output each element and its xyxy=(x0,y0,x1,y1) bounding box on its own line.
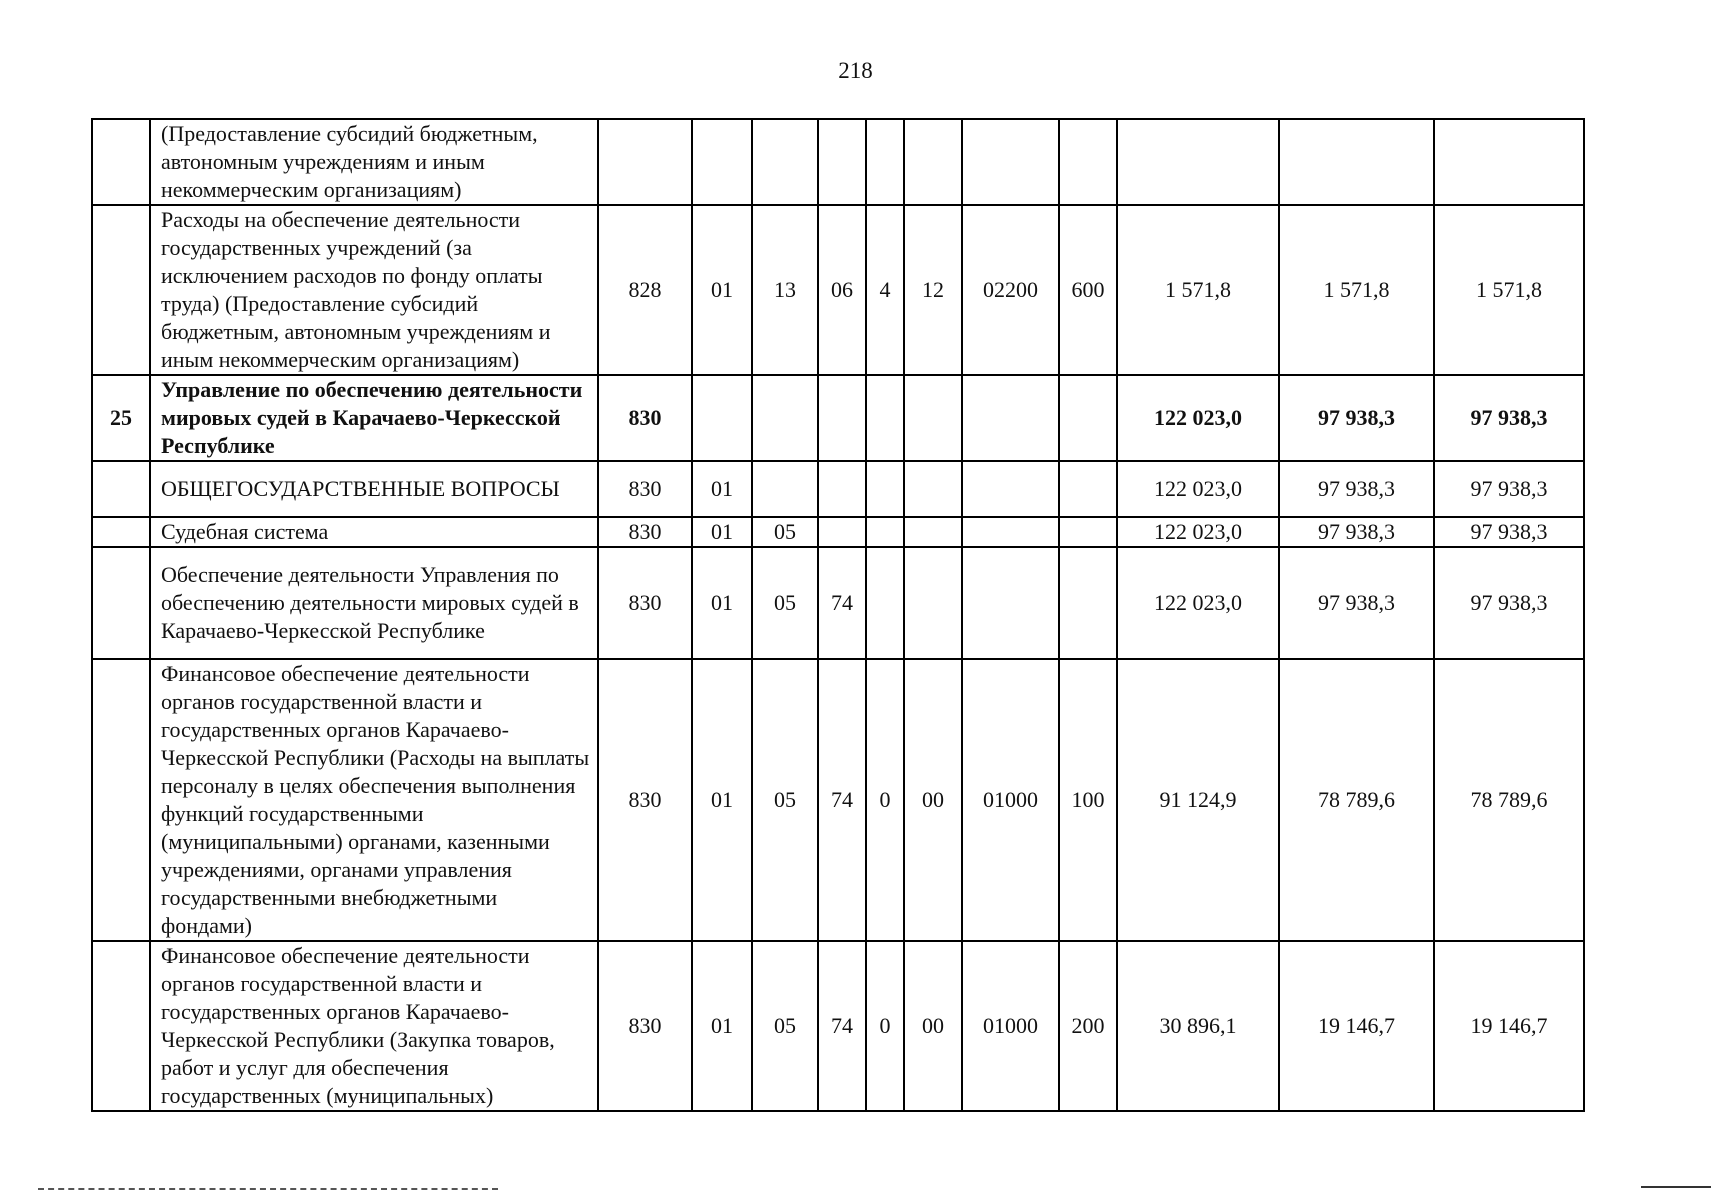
activity-code-cell xyxy=(904,119,962,205)
description-cell: Управление по обеспечению деятельности мировых судей в Карачаево-Черкесской Республике xyxy=(150,375,598,461)
amount-year1-cell: 91 124,9 xyxy=(1117,659,1279,941)
ministry-code-cell: 830 xyxy=(598,659,692,941)
subprogram-code-cell xyxy=(866,119,904,205)
program-code-cell xyxy=(818,517,866,547)
amount-year2-cell: 97 938,3 xyxy=(1279,375,1434,461)
amount-year3-cell xyxy=(1434,119,1584,205)
program-code-cell: 74 xyxy=(818,941,866,1111)
amount-year1-cell xyxy=(1117,119,1279,205)
subsection-code-cell: 13 xyxy=(752,205,818,375)
expense-type-cell: 100 xyxy=(1059,659,1117,941)
amount-year3-cell: 78 789,6 xyxy=(1434,659,1584,941)
table-row xyxy=(92,119,1584,205)
direction-code-cell: 02200 xyxy=(962,205,1059,375)
ministry-code-cell: 830 xyxy=(598,517,692,547)
amount-year2-cell: 19 146,7 xyxy=(1279,941,1434,1111)
amount-year3-cell: 97 938,3 xyxy=(1434,517,1584,547)
activity-code-cell: 00 xyxy=(904,941,962,1111)
subprogram-code-cell: 0 xyxy=(866,941,904,1111)
row-number-cell xyxy=(92,547,150,659)
expense-type-cell: 600 xyxy=(1059,205,1117,375)
program-code-cell xyxy=(818,461,866,517)
table-body xyxy=(92,119,1584,1111)
table-row xyxy=(92,375,1584,461)
direction-code-cell xyxy=(962,461,1059,517)
row-number-cell xyxy=(92,659,150,941)
subsection-code-cell: 05 xyxy=(752,517,818,547)
activity-code-cell xyxy=(904,375,962,461)
expense-type-cell xyxy=(1059,461,1117,517)
section-code-cell: 01 xyxy=(692,205,752,375)
description-cell: (Предоставление субсидий бюджетным, автономным учреждениям и иным некоммерческим организациям) xyxy=(150,119,598,205)
amount-year1-cell: 122 023,0 xyxy=(1117,375,1279,461)
subprogram-code-cell: 0 xyxy=(866,659,904,941)
subprogram-code-cell xyxy=(866,517,904,547)
expense-type-cell: 200 xyxy=(1059,941,1117,1111)
ministry-code-cell: 828 xyxy=(598,205,692,375)
description-cell: Расходы на обеспечение деятельности государственных учреждений (за исключением расходов по фонду оплаты труда) (Предоставление субсидий бюджетным, автономным учреждениям и иным некоммерческим организациям) xyxy=(150,205,598,375)
direction-code-cell: 01000 xyxy=(962,941,1059,1111)
subsection-code-cell xyxy=(752,461,818,517)
section-code-cell: 01 xyxy=(692,659,752,941)
section-code-cell xyxy=(692,375,752,461)
direction-code-cell xyxy=(962,517,1059,547)
expense-type-cell xyxy=(1059,375,1117,461)
program-code-cell: 06 xyxy=(818,205,866,375)
direction-code-cell xyxy=(962,375,1059,461)
direction-code-cell xyxy=(962,547,1059,659)
table-row xyxy=(92,517,1584,547)
subsection-code-cell: 05 xyxy=(752,941,818,1111)
ministry-code-cell: 830 xyxy=(598,547,692,659)
program-code-cell xyxy=(818,375,866,461)
activity-code-cell: 12 xyxy=(904,205,962,375)
budget-table xyxy=(91,118,1585,1112)
activity-code-cell xyxy=(904,547,962,659)
ministry-code-cell: 830 xyxy=(598,375,692,461)
amount-year1-cell: 122 023,0 xyxy=(1117,547,1279,659)
program-code-cell xyxy=(818,119,866,205)
row-number-cell xyxy=(92,517,150,547)
subsection-code-cell: 05 xyxy=(752,659,818,941)
amount-year3-cell: 19 146,7 xyxy=(1434,941,1584,1111)
subprogram-code-cell xyxy=(866,461,904,517)
ministry-code-cell: 830 xyxy=(598,941,692,1111)
section-code-cell: 01 xyxy=(692,547,752,659)
amount-year2-cell: 97 938,3 xyxy=(1279,547,1434,659)
amount-year1-cell: 30 896,1 xyxy=(1117,941,1279,1111)
table-row xyxy=(92,547,1584,659)
amount-year3-cell: 97 938,3 xyxy=(1434,547,1584,659)
ministry-code-cell xyxy=(598,119,692,205)
amount-year1-cell: 1 571,8 xyxy=(1117,205,1279,375)
direction-code-cell: 01000 xyxy=(962,659,1059,941)
direction-code-cell xyxy=(962,119,1059,205)
bottom-rule-right xyxy=(1641,1186,1711,1188)
amount-year1-cell: 122 023,0 xyxy=(1117,517,1279,547)
description-cell: Финансовое обеспечение деятельности органов государственной власти и государственных органов Карачаево-Черкесской Республики (Закупка товаров, работ и услуг для обеспечения государственных (муниципальных) xyxy=(150,941,598,1111)
program-code-cell: 74 xyxy=(818,659,866,941)
activity-code-cell xyxy=(904,517,962,547)
amount-year2-cell: 78 789,6 xyxy=(1279,659,1434,941)
amount-year2-cell xyxy=(1279,119,1434,205)
subprogram-code-cell xyxy=(866,547,904,659)
bottom-dashed-rule xyxy=(38,1188,498,1190)
description-cell: Финансовое обеспечение деятельности органов государственной власти и государственных органов Карачаево-Черкесской Республики (Расходы на выплаты персоналу в целях обеспечения выполнения функций государственными (муниципальными) органами, казенными учреждениями, органами управления государственными внебюджетными фондами) xyxy=(150,659,598,941)
section-code-cell xyxy=(692,119,752,205)
section-code-cell: 01 xyxy=(692,517,752,547)
section-code-cell: 01 xyxy=(692,941,752,1111)
subsection-code-cell: 05 xyxy=(752,547,818,659)
expense-type-cell xyxy=(1059,547,1117,659)
table-row xyxy=(92,461,1584,517)
amount-year3-cell: 97 938,3 xyxy=(1434,375,1584,461)
amount-year3-cell: 1 571,8 xyxy=(1434,205,1584,375)
table-row xyxy=(92,205,1584,375)
description-cell: ОБЩЕГОСУДАРСТВЕННЫЕ ВОПРОСЫ xyxy=(150,461,598,517)
subprogram-code-cell: 4 xyxy=(866,205,904,375)
program-code-cell: 74 xyxy=(818,547,866,659)
activity-code-cell xyxy=(904,461,962,517)
amount-year2-cell: 1 571,8 xyxy=(1279,205,1434,375)
row-number-cell xyxy=(92,119,150,205)
row-number-cell xyxy=(92,205,150,375)
amount-year1-cell: 122 023,0 xyxy=(1117,461,1279,517)
activity-code-cell: 00 xyxy=(904,659,962,941)
row-number-cell: 25 xyxy=(92,375,150,461)
amount-year2-cell: 97 938,3 xyxy=(1279,517,1434,547)
ministry-code-cell: 830 xyxy=(598,461,692,517)
description-cell: Обеспечение деятельности Управления по обеспечению деятельности мировых судей в Карачаево-Черкесской Республике xyxy=(150,547,598,659)
section-code-cell: 01 xyxy=(692,461,752,517)
row-number-cell xyxy=(92,461,150,517)
page-number: 218 xyxy=(838,58,873,83)
subprogram-code-cell xyxy=(866,375,904,461)
amount-year2-cell: 97 938,3 xyxy=(1279,461,1434,517)
table-row xyxy=(92,659,1584,941)
description-cell: Судебная система xyxy=(150,517,598,547)
row-number-cell xyxy=(92,941,150,1111)
table-row xyxy=(92,941,1584,1111)
expense-type-cell xyxy=(1059,119,1117,205)
subsection-code-cell xyxy=(752,119,818,205)
expense-type-cell xyxy=(1059,517,1117,547)
amount-year3-cell: 97 938,3 xyxy=(1434,461,1584,517)
subsection-code-cell xyxy=(752,375,818,461)
